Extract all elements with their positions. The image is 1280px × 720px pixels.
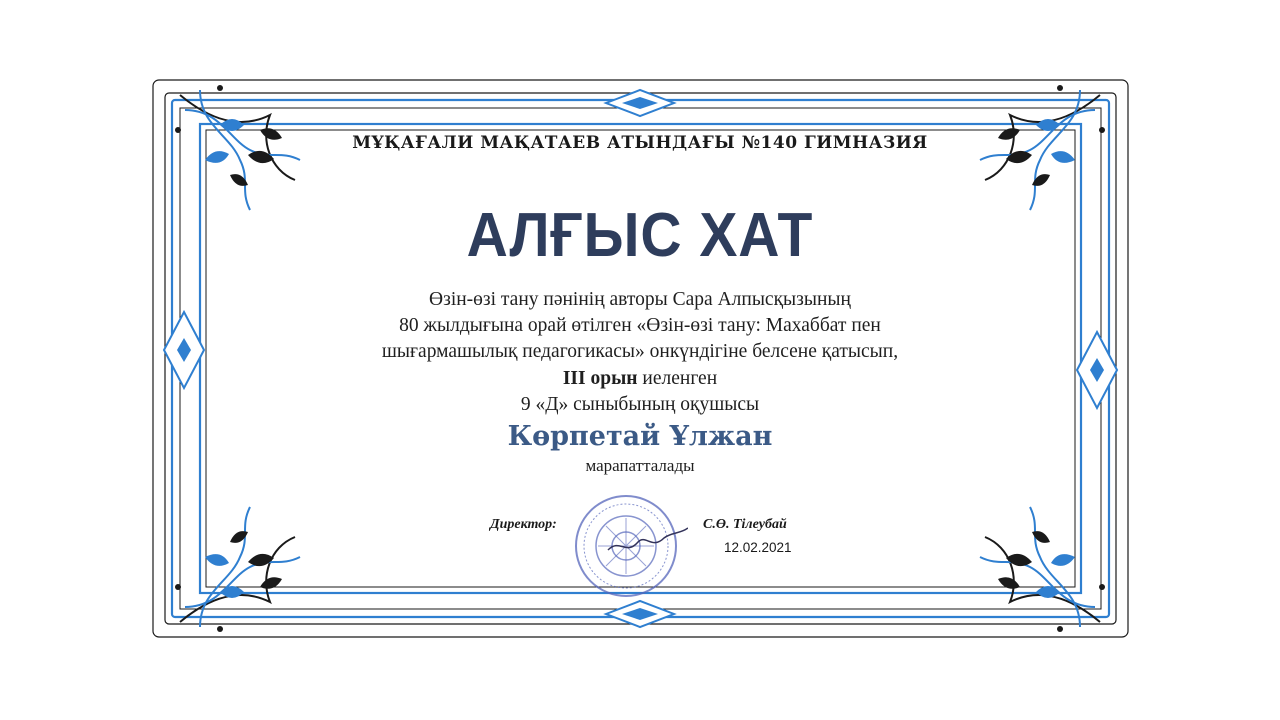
place-label: III орын bbox=[562, 368, 638, 389]
place-line bbox=[0, 366, 1280, 392]
body-line: 9 «Д» сыныбының оқушысы bbox=[520, 394, 760, 415]
body-line: Өзін-өзі тану пәнінің авторы Сара Алпысқызының bbox=[429, 289, 851, 310]
recipient-name: Көрпетай Ұлжан bbox=[507, 421, 773, 452]
diamond-ornament-icon bbox=[606, 90, 674, 116]
awarded-text: марапатталады bbox=[585, 456, 695, 475]
place-rest: иеленген bbox=[637, 368, 718, 389]
ornament-corner-icon bbox=[175, 507, 300, 632]
ornament-corner-icon bbox=[980, 507, 1105, 632]
school-name: МҰҚАҒАЛИ МАҚАТАЕВ АТЫНДАҒЫ №140 ГИМНАЗИЯ bbox=[352, 133, 928, 153]
issue-date: 12.02.2021 bbox=[724, 540, 792, 555]
diamond-ornament-icon bbox=[606, 601, 674, 627]
director-label: Директор: bbox=[490, 517, 557, 532]
director-name: С.Ө. Тілеубай bbox=[703, 517, 787, 532]
body-line: 80 жылдығына орай өтілген «Өзін-өзі тану: Махаббат пен bbox=[399, 315, 881, 336]
official-seal-icon bbox=[568, 488, 688, 600]
body-line: шығармашылық педагогикасы» онкүндігіне белсене қатысып, bbox=[381, 341, 899, 362]
certificate-title: АЛҒЫС ХАТ bbox=[466, 201, 814, 270]
